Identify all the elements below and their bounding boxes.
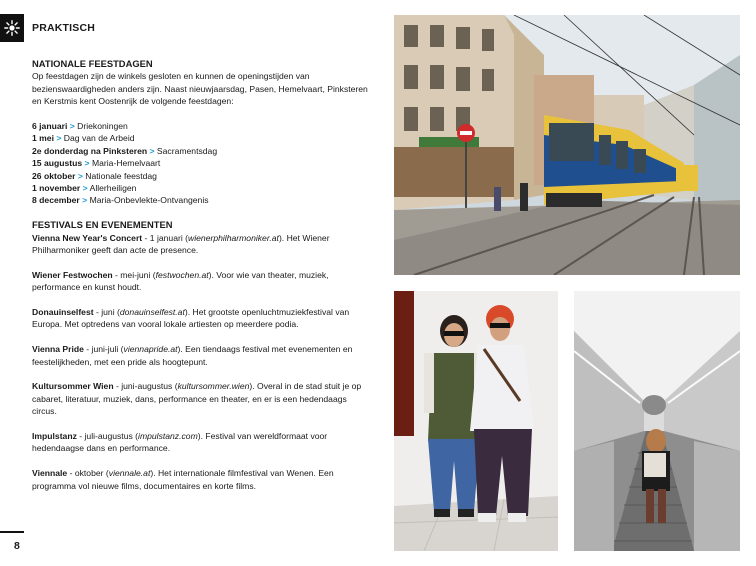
festival-name: Vienna Pride <box>32 344 84 355</box>
festival-description: ). Overal in de stad stuit je op cabaret, literatuur, muziek, dans, performance en theater, en er is een hedendaags circus. <box>32 381 362 417</box>
festival-name: Wiener Festwochen <box>32 269 113 280</box>
holiday-date: 15 augustus <box>32 158 83 169</box>
festival-item <box>32 430 372 455</box>
arrow-marker: > <box>149 145 155 156</box>
festival-item <box>32 232 372 257</box>
footer-rule <box>0 531 24 533</box>
holiday-item <box>32 132 372 144</box>
festival-list <box>32 232 372 492</box>
holiday-name: Nationale feestdag <box>85 170 157 181</box>
holiday-date: 2e donderdag na Pinksteren <box>32 145 148 156</box>
festival-description: ). Een tiendaags festival met evenementen en feestelijkheden, met een pride als hoogtepunt. <box>32 344 353 367</box>
holiday-date: 6 januari <box>32 121 68 132</box>
chapter-logo <box>0 14 24 42</box>
festival-description: ). Het Wiener Philharmoniker geeft dan acte de presence. <box>32 232 330 256</box>
holiday-item <box>32 182 372 194</box>
festival-when: - juli-augustus ( <box>76 431 139 442</box>
photo-two-people <box>394 291 558 551</box>
festival-when: - 1 januari ( <box>142 232 189 243</box>
holiday-item <box>32 157 372 169</box>
festival-description: ). Het grootste openluchtmuziekfestival van Europa. Met optredens van vooral lokale artiesten op meerdere podia. <box>32 307 350 330</box>
festival-name: Impulstanz <box>32 431 77 442</box>
sun-burst-icon <box>4 20 20 36</box>
festival-website-link: impulstanz.com <box>138 431 198 442</box>
arrow-marker: > <box>82 195 88 206</box>
festival-item <box>32 269 372 294</box>
festival-name: Viennale <box>32 468 68 479</box>
holiday-name: Driekoningen <box>77 121 128 132</box>
holiday-name: Maria-Onbevlekte-Ontvangenis <box>89 195 209 206</box>
holidays-intro: Op feestdagen zijn de winkels gesloten en kunnen de openingstijden van bezienswaardigheden anders zijn. Naast nieuwjaarsdag, Pasen, Hemelvaart, Pinksteren en Kerstmis kent Oostenrijk de volgende feestdagen: <box>32 71 368 107</box>
holiday-item <box>32 120 372 132</box>
festival-when: - juni ( <box>93 307 120 318</box>
holiday-list <box>32 120 372 207</box>
text-column <box>32 58 372 492</box>
page-number: 8 <box>14 540 20 552</box>
photo-escalator <box>574 291 740 551</box>
festival-item <box>32 467 372 492</box>
section-title: PRAKTISCH <box>32 22 96 34</box>
arrow-marker: > <box>82 183 88 194</box>
festival-when: - oktober ( <box>67 468 109 479</box>
arrow-marker: > <box>69 121 75 132</box>
festival-website-link: wienerphilharmoniker.at <box>188 232 279 243</box>
festival-description: ). Festival van wereldformaat voor hedendaagse dans en performance. <box>32 431 328 454</box>
holiday-name: Allerheiligen <box>89 183 137 194</box>
holiday-name: Sacramentsdag <box>156 145 218 156</box>
photo-tram-street <box>394 15 740 275</box>
holiday-name: Dag van de Arbeid <box>63 133 135 144</box>
festival-item <box>32 306 372 331</box>
holiday-item <box>32 194 372 206</box>
holiday-date: 1 november <box>32 183 81 194</box>
festival-description: ). Het internationale filmfestival van Wenen. Een programma vol nieuwe films, documentaires en korte films. <box>32 468 334 491</box>
festival-item <box>32 343 372 368</box>
holiday-date: 1 mei <box>32 133 54 144</box>
arrow-marker: > <box>84 158 90 169</box>
holidays-heading: NATIONALE FEESTDAGEN <box>32 58 153 69</box>
festival-website-link: viennapride.at <box>123 344 178 355</box>
holiday-date: 26 oktober <box>32 170 76 181</box>
festival-item <box>32 380 372 417</box>
arrow-marker: > <box>56 133 62 144</box>
holiday-date: 8 december <box>32 195 80 206</box>
festival-website-link: festwochen.at <box>155 269 209 280</box>
festival-website-link: donauinselfest.at <box>119 307 185 318</box>
festival-when: - juni-juli ( <box>83 344 124 355</box>
festivals-heading: FESTIVALS EN EVENEMENTEN <box>32 219 173 231</box>
festival-website-link: kultursommer.wien <box>177 381 250 392</box>
arrow-marker: > <box>77 170 83 181</box>
festival-name: Donauinselfest <box>32 307 94 318</box>
festival-website-link: viennale.at <box>108 468 151 479</box>
festival-when: - juni-augustus ( <box>113 381 178 392</box>
holiday-name: Maria-Hemelvaart <box>91 158 161 169</box>
festival-description: ). Voor wie van theater, muziek, performance en kunst houdt. <box>32 269 329 293</box>
festival-when: - mei-juni ( <box>112 269 156 280</box>
holiday-item <box>32 170 372 182</box>
holiday-item <box>32 145 372 157</box>
festival-name: Kultursommer Wien <box>32 381 114 392</box>
festival-name: Vienna New Year's Concert <box>32 232 143 243</box>
